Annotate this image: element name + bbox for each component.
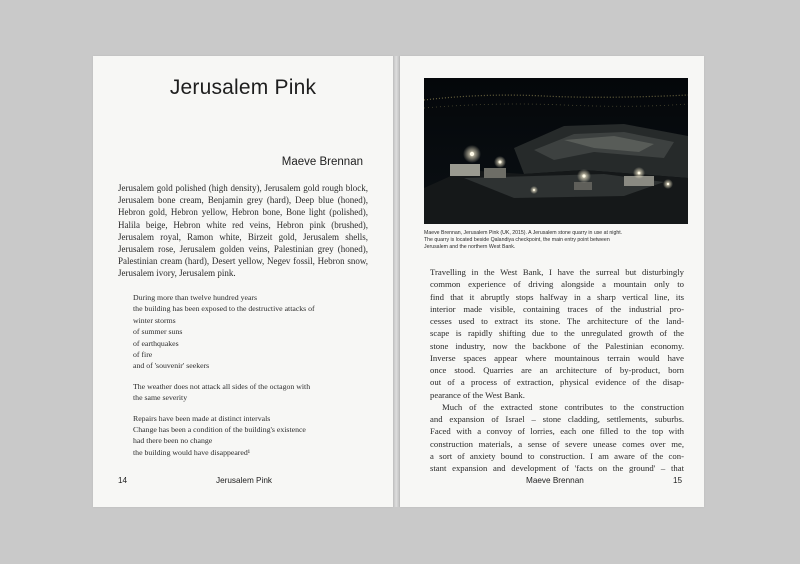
body-line: common experience of driving alongside a mountain only to — [430, 279, 684, 290]
poem-line: the building has been exposed to the destructive attacks of — [133, 304, 315, 314]
body-line: Inverse spaces appear where mountainous terrain would have — [430, 352, 684, 363]
poem-line: had there been no change — [133, 436, 213, 446]
book-gutter — [393, 56, 400, 507]
poem-line: and of 'souvenir' seekers — [133, 361, 210, 371]
right-page — [400, 56, 704, 507]
poem-line: The weather does not attack all sides of the octagon with — [133, 381, 311, 391]
body-line: out of a process of extraction, physical evidence of the disap- — [430, 377, 684, 388]
quarry-photo-drawing — [424, 78, 688, 224]
poem-stanza — [133, 413, 373, 459]
essay-body — [430, 266, 684, 474]
article-title: Jerusalem Pink — [169, 76, 317, 99]
left-page — [93, 56, 393, 507]
poem-line: winter storms — [133, 315, 176, 325]
caption-line: Jerusalem and the northern West Bank. — [424, 244, 516, 251]
poem-stanza — [133, 292, 373, 372]
page-number-right: 15 — [673, 476, 683, 485]
caption-line: Maeve Brennan, Jerusalem Pink (UK, 2015). A Jerusalem stone quarry in use at night. — [424, 230, 623, 236]
body-line: scape is rapidly shifting due to the unregulated growth of the — [430, 328, 684, 339]
author-name: Maeve Brennan — [281, 156, 363, 168]
page-number-left: 14 — [118, 476, 128, 485]
poem-line: Change has been a condition of the building's existence — [133, 425, 306, 435]
body-line: stone industry, now the backbone of the Palestinian economy. — [430, 340, 684, 351]
caption-line: The quarry is located beside Qalandiya checkpoint, the main entry point between — [424, 237, 610, 244]
body-line: interior made visible, containing traces of the industrial pro- — [430, 303, 684, 314]
body-line: find that it abruptly stops halfway in a sharp vertical line, its — [430, 291, 684, 302]
body-line: construction materials, a sense of severe unease comes over me, — [430, 438, 684, 449]
poem-line: of summer suns — [133, 327, 183, 337]
body-line: stant expansion and development of 'facts on the ground' – that — [430, 463, 684, 473]
body-line: and expansion of Israel – stone cladding, settlements, suburbs. — [430, 414, 684, 424]
poem-line: Repairs have been made at distinct intervals — [133, 413, 271, 423]
stone-names-paragraph: Jerusalem gold polished (high density), Jerusalem gold rough block, Jerusalem bone cream, Benjamin grey (hard), Deep blue (honed), Hebron gold, Hebron yellow, Hebron bone, Bone light (polished), Halila beige, Hebron white red veins, Hebron pink (brushed), Jerusalem royal, Ramon white, Birzeit gold, Jerusalem shells, Jerusalem rose, Jerusalem golden veins, Palestinian grey (honed), Palestinian cream (hard), Desert yellow, Negev fossil, Hebron snow, Jerusalem ivory, Jerusalem pink. — [118, 183, 368, 279]
body-line: pearance of the West Bank. — [430, 389, 525, 400]
running-head-right: Maeve Brennan — [526, 476, 584, 485]
poem-line: the same severity — [133, 393, 188, 403]
quarry-night-photo — [424, 78, 688, 224]
body-line: once stood. Quarries are an architecture of by-product, born — [430, 365, 684, 375]
poem-quote — [133, 292, 373, 467]
photo-caption — [424, 230, 688, 252]
body-line: a sort of anxiety bound to construction. I am aware of the con- — [430, 450, 684, 461]
poem-line: During more than twelve hundred years — [133, 293, 258, 302]
poem-line: the building would have disappeared¹ — [133, 447, 251, 457]
body-line: Much of the extracted stone contributes to the construction — [442, 401, 684, 412]
poem-line: of earthquakes — [133, 338, 179, 348]
running-head-left: Jerusalem Pink — [216, 476, 272, 485]
body-line: cesses used to extract its stone. The architecture of the land- — [430, 316, 684, 326]
poem-stanza — [133, 381, 373, 404]
poem-line: of fire — [133, 350, 153, 360]
body-line: Faced with a convoy of lorries, each one filled to the top with — [430, 426, 684, 437]
body-line: Travelling in the West Bank, I have the surreal but disturbingly — [430, 267, 684, 277]
